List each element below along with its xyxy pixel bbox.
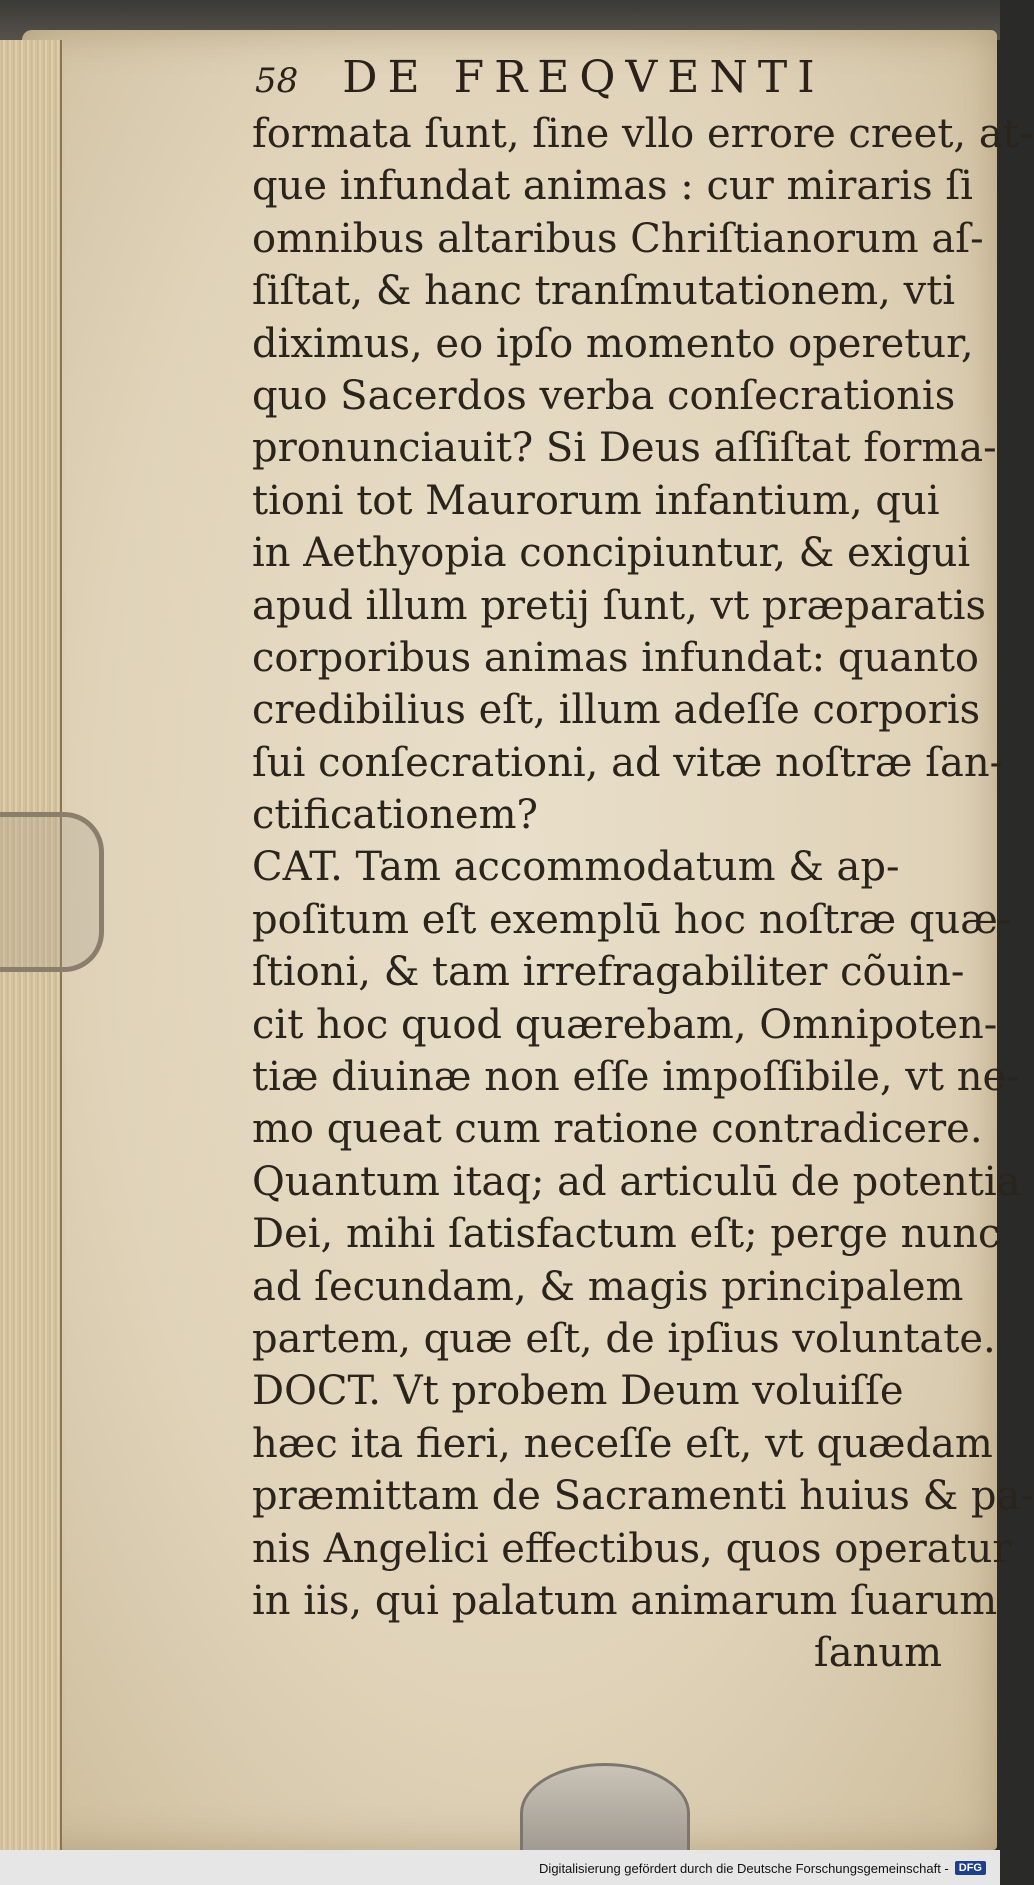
text-line: in Aethyopia concipiuntur, & exigui — [252, 530, 971, 577]
text-line: tioni tot Maurorum infantium, qui — [252, 477, 940, 524]
text-line: poſitum eſt exemplū hoc noſtræ quæ- — [252, 896, 1012, 943]
dfg-logo: DFG — [955, 1861, 986, 1875]
holding-thumb — [520, 1763, 690, 1863]
text-line: pronunciauit? Si Deus aſſiſtat forma- — [252, 425, 997, 472]
speaker-line: CAT. Tam accommodatum & ap- — [252, 844, 900, 891]
text-line: cit hoc quod quærebam, Omnipoten- — [252, 1001, 998, 1048]
credit-text: Digitalisierung gefördert durch die Deutsche Forschungsgemeinschaft - — [539, 1860, 949, 1876]
page-header — [255, 52, 875, 114]
text-line: ſiſtat, & hanc tranſmutationem, vti — [252, 268, 956, 315]
page-clip — [0, 812, 104, 972]
running-head: DE FREQVENTI — [342, 52, 825, 103]
text-line: partem, quæ eſt, de ipſius voluntate. — [252, 1315, 996, 1362]
speaker-line: DOCT. Vt probem Deum voluiſſe — [252, 1368, 904, 1415]
text-line: hæc ita fieri, neceſſe eſt, vt quædam — [252, 1420, 993, 1467]
text-line: ſtioni, & tam irrefragabiliter cõuin- — [252, 949, 965, 996]
text-line: mo queat cum ratione contradicere. — [252, 1106, 983, 1153]
text-line: tiæ diuinæ non eſſe impoſſibile, vt ne- — [252, 1054, 1020, 1101]
text-line: Dei, mihi ſatisfactum eſt; perge nunc — [252, 1211, 1001, 1258]
text-line: quo Sacerdos verba conſecrationis — [252, 372, 956, 419]
text-line: diximus, eo ipſo momento operetur, — [252, 320, 974, 367]
text-line: corporibus animas infundat: quanto — [252, 634, 979, 681]
text-line: formata ſunt, ſine vllo errore creet, at- — [252, 111, 1033, 157]
text-line: nis Angelici effectibus, quos operatur — [252, 1525, 1012, 1572]
text-line: præmittam de Sacramenti huius & pa- — [252, 1473, 1034, 1520]
text-line: ſui conſecrationi, ad vitæ noſtræ ſan- — [252, 739, 1004, 786]
text-line: ctificationem? — [252, 792, 538, 839]
body-text — [252, 108, 1034, 1680]
text-line: omnibus altaribus Chriſtianorum aſ- — [252, 215, 984, 262]
text-line: apud illum pretij ſunt, vt præparatis — [252, 582, 987, 629]
text-line: Quantum itaq; ad articulū de potentia — [252, 1158, 1021, 1205]
text-line: que infundat animas : cur miraris ſi — [252, 163, 973, 210]
text-line: in iis, qui palatum animarum ſuarum — [252, 1577, 998, 1624]
catchword: ſanum — [813, 1630, 942, 1677]
text-line: credibilius eſt, illum adeſſe corporis — [252, 687, 981, 734]
digitization-credit — [539, 1856, 986, 1880]
page-number: 58 — [255, 61, 299, 101]
text-line: ad ſecundam, & magis principalem — [252, 1263, 964, 1310]
